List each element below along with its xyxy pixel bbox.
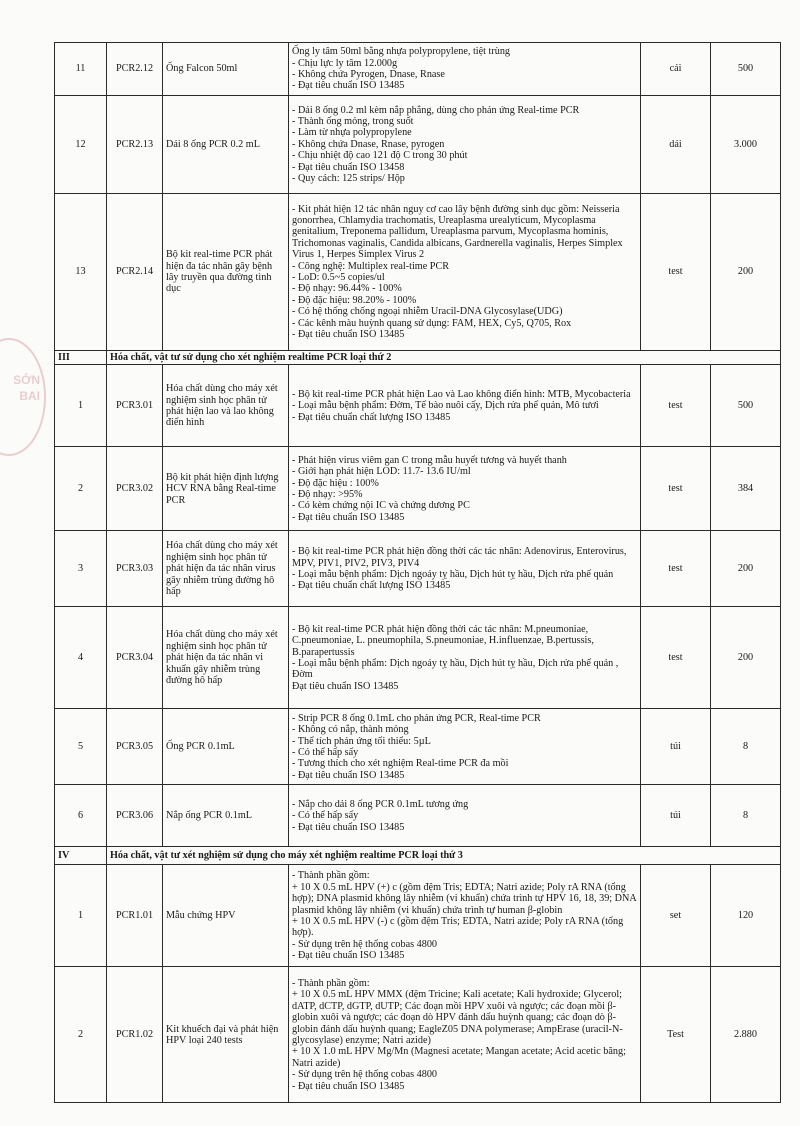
table-row (55, 607, 781, 709)
item-quantity: 200 (711, 607, 781, 709)
spec-line: - LoD: 0.5~5 copies/ul (292, 272, 385, 283)
table-body-part-a (55, 43, 781, 351)
item-name: Ống PCR 0.1mL (163, 709, 289, 785)
spec-line: - Giới hạn phát hiện LOD: 11.7- 13.6 IU/ml (292, 466, 471, 478)
item-name: Nắp ống PCR 0.1mL (163, 785, 289, 847)
row-number: 11 (55, 43, 107, 96)
spec-line: - Chịu nhiệt độ cao 121 độ C trong 30 phút (292, 150, 468, 162)
item-quantity: 500 (711, 365, 781, 447)
table-row (55, 194, 781, 351)
spec-line: - Không chứa Pyrogen, Dnase, Rnase (292, 69, 445, 80)
item-name: Hóa chất dùng cho máy xét nghiệm sinh học phân tử phát hiện đa tác nhân virus gây nhiễm trùng đường hô hấp (163, 531, 289, 607)
row-number: 2 (55, 447, 107, 531)
item-specification (289, 365, 641, 447)
section-title: Hóa chất, vật tư xét nghiệm sử dụng cho máy xét nghiệm realtime PCR loại thứ 3 (107, 847, 781, 865)
spec-line: - Loại mẫu bệnh phẩm: Đờm, Tế bào nuôi cấy, Dịch rửa phế quản, Mô tươi (292, 400, 599, 412)
row-number: 4 (55, 607, 107, 709)
spec-line: - Độ nhạy: 96.44% - 100% (292, 283, 402, 295)
spec-line: - Độ nhạy: >95% (292, 488, 363, 500)
row-number: 3 (55, 531, 107, 607)
spec-line: - Có thể hấp sấy (292, 746, 359, 758)
spec-line: - Độ đặc hiệu : 100% (292, 477, 379, 489)
item-unit: test (641, 447, 711, 531)
spec-line: + 10 X 1.0 mL HPV Mg/Mn (Magnesi acetate; Mangan acetate; Acid acetic băng; Natri azide) (292, 1046, 626, 1069)
spec-line: - Đạt tiêu chuẩn ISO 13485 (292, 80, 405, 92)
stamp-text-line: BAI (19, 389, 40, 403)
item-unit: test (641, 531, 711, 607)
item-unit: set (641, 865, 711, 967)
table-body-part-c (55, 865, 781, 1103)
item-quantity: 2.880 (711, 967, 781, 1103)
spec-line: Ống ly tâm 50ml bằng nhựa polypropylene, tiệt trùng (292, 46, 511, 58)
item-unit: test (641, 365, 711, 447)
item-quantity: 3.000 (711, 96, 781, 194)
item-code: PCR2.13 (107, 96, 163, 194)
item-code: PCR3.05 (107, 709, 163, 785)
spec-line: - Sử dụng trên hệ thống cobas 4800 (292, 1069, 438, 1081)
spec-line: - Strip PCR 8 ống 0.1mL cho phản ứng PCR, Real-time PCR (292, 712, 541, 724)
spec-line: - Dải 8 ống 0.2 ml kèm nắp phẳng, dùng cho phản ứng Real-time PCR (292, 104, 580, 116)
section-iv (55, 847, 781, 865)
spec-line: - Tương thích cho xét nghiệm Real-time PCR đa mồi (292, 758, 509, 770)
spec-line: - Bộ kit real-time PCR phát hiện đồng thời các tác nhân: Adenovirus, Enterovirus, MPV, PIV1, PIV2, PIV3, PIV4 (292, 546, 627, 569)
item-name: Mẫu chứng HPV (163, 865, 289, 967)
item-specification (289, 865, 641, 967)
item-specification (289, 194, 641, 351)
item-specification (289, 709, 641, 785)
spec-line: - Nắp cho dải 8 ống PCR 0.1mL tương ứng (292, 798, 469, 810)
item-name: Ống Falcon 50ml (163, 43, 289, 96)
spec-line: - Đạt tiêu chuẩn ISO 13485 (292, 821, 405, 833)
spec-line: - Không chứa Dnase, Rnase, pyrogen (292, 138, 445, 150)
spec-line: - Đạt tiêu chuẩn ISO 13485 (292, 950, 405, 962)
spec-line: - Các kênh màu huỳnh quang sử dụng: FAM, HEX, Cy5, Q705, Rox (292, 317, 572, 329)
row-number: 6 (55, 785, 107, 847)
spec-line: Đạt tiêu chuẩn ISO 13485 (292, 680, 399, 692)
item-quantity: 500 (711, 43, 781, 96)
row-number: 1 (55, 365, 107, 447)
row-number: 1 (55, 865, 107, 967)
item-code: PCR1.01 (107, 865, 163, 967)
spec-line: - Đạt tiêu chuẩn ISO 13485 (292, 329, 405, 341)
item-quantity: 384 (711, 447, 781, 531)
spec-line: - Phát hiện virus viêm gan C trong mẫu huyết tương và huyết thanh (292, 454, 567, 466)
item-unit: Test (641, 967, 711, 1103)
item-unit: cái (641, 43, 711, 96)
section-number: III (55, 351, 107, 365)
spec-line: - Kit phát hiện 12 tác nhân nguy cơ cao lây bệnh đường sinh dục gồm: Neisseria gonorrhea, Chlamydia trachomatis, Ureaplasma urealyticum, Mycoplasma genitalium, Treponema pallidum, Ureaplasma parvum, Mycoplasma hominis, Trichomonas vaginalis, Candida albicans, Gardnerella vaginalis, Herpes Simplex Virus 1, Herpes Simplex Virus 2 (292, 203, 623, 261)
item-specification (289, 607, 641, 709)
section-number: IV (55, 847, 107, 865)
item-unit: test (641, 607, 711, 709)
item-specification (289, 96, 641, 194)
spec-line: - Có kèm chứng nội IC và chứng dương PC (292, 500, 470, 512)
item-specification (289, 967, 641, 1103)
procurement-table (54, 42, 781, 1103)
table-row (55, 365, 781, 447)
spec-line: - Đạt tiêu chuẩn ISO 13485 (292, 511, 405, 523)
item-specification (289, 43, 641, 96)
item-code: PCR3.01 (107, 365, 163, 447)
table-row (55, 865, 781, 967)
spec-line: - Bộ kit real-time PCR phát hiện đồng thời các tác nhân: M.pneumoniae, C.pneumoniae, L. pneumophila, S.pneumoniae, H.influenzae, B.pertussis, B.parapertussis (292, 623, 594, 658)
row-number: 5 (55, 709, 107, 785)
item-quantity: 8 (711, 785, 781, 847)
section-iii (55, 351, 781, 365)
table-row (55, 785, 781, 847)
item-code: PCR2.14 (107, 194, 163, 351)
item-name: Dải 8 ống PCR 0.2 mL (163, 96, 289, 194)
spec-line: - Độ đặc hiệu: 98.20% - 100% (292, 294, 417, 306)
table-row (55, 447, 781, 531)
table-row (55, 967, 781, 1103)
section-row (55, 351, 781, 365)
spec-line: - Thể tích phản ứng tối thiểu: 5µL (292, 735, 431, 747)
spec-line: - Quy cách: 125 strips/ Hộp (292, 173, 405, 185)
item-unit: túi (641, 709, 711, 785)
item-code: PCR1.02 (107, 967, 163, 1103)
table-row (55, 709, 781, 785)
item-name: Hóa chất dùng cho máy xét nghiệm sinh học phân tử phát hiện lao và lao không điển hình (163, 365, 289, 447)
item-name: Hóa chất dùng cho máy xét nghiệm sinh học phân tử phát hiện đa tác nhân vi khuẩn gây nhiễm trùng đường hô hấp (163, 607, 289, 709)
spec-line: - Đạt tiêu chuẩn ISO 13485 (292, 769, 405, 781)
spec-line: - Đạt tiêu chuẩn chất lượng ISO 13485 (292, 411, 451, 423)
spec-line: + 10 X 0.5 mL HPV (+) c (gồm đệm Tris; EDTA; Natri azide; Poly rA RNA (tổng hợp); DNA plasmid không lây nhiễm (vi khuẩn) chứa trình tự HPV 16, 18, 39; DNA plasmid không lây nhiễm (vi khuẩn) chứa trình tự human β-globin (292, 881, 637, 916)
item-code: PCR2.12 (107, 43, 163, 96)
table-row (55, 43, 781, 96)
item-specification (289, 785, 641, 847)
item-unit: túi (641, 785, 711, 847)
item-code: PCR3.04 (107, 607, 163, 709)
item-specification (289, 447, 641, 531)
spec-line: + 10 X 0.5 mL HPV MMX (đệm Tricine; Kali acetate; Kali hydroxide; Glycerol; dATP, dCTP, dGTP, dUTP; Các đoạn mồi HPV xuôi và ngược; các đoạn mồi β-globin xuôi và ngược; các đoạn dò HPV đánh dấu huỳnh quang; các đoạn dò β-globin đánh dấu huỳnh quang; EagleZ05 DNA polymerase; AmpErase (uracil-N-glycosylase) enzyme; Natri azide) (292, 989, 623, 1046)
spec-line: - Đạt tiêu chuẩn ISO 13485 (292, 1080, 405, 1092)
item-name: Bộ kit real-time PCR phát hiện đa tác nhân gây bệnh lây truyền qua đường tình dục (163, 194, 289, 351)
item-quantity: 8 (711, 709, 781, 785)
row-number: 2 (55, 967, 107, 1103)
item-name: Bộ kit phát hiện định lượng HCV RNA bằng Real-time PCR (163, 447, 289, 531)
item-quantity: 200 (711, 531, 781, 607)
table-body-part-b (55, 365, 781, 847)
spec-line: - Công nghệ: Multiplex real-time PCR (292, 260, 450, 272)
spec-line: - Thành ống mỏng, trong suốt (292, 115, 414, 127)
spec-line: - Thành phần gồm: (292, 977, 370, 989)
section-title: Hóa chất, vật tư sử dụng cho xét nghiệm realtime PCR loại thứ 2 (107, 351, 781, 365)
spec-line: - Đạt tiêu chuẩn chất lượng ISO 13485 (292, 580, 451, 592)
row-number: 12 (55, 96, 107, 194)
spec-line: - Sử dụng trên hệ thống cobas 4800 (292, 938, 438, 950)
faded-stamp (0, 338, 46, 456)
spec-line: - Bộ kit real-time PCR phát hiện Lao và Lao không điển hình: MTB, Mycobacteria (292, 388, 631, 400)
item-code: PCR3.02 (107, 447, 163, 531)
section-row (55, 847, 781, 865)
spec-line: - Chịu lực ly tâm 12.000g (292, 57, 398, 69)
item-unit: test (641, 194, 711, 351)
spec-line: - Đạt tiêu chuẩn ISO 13458 (292, 161, 405, 173)
table-row (55, 96, 781, 194)
spec-line: - Loại mẫu bệnh phẩm: Dịch ngoáy tỵ hầu, Dịch hút tỵ hầu, Dịch rửa phế quản , Đờm (292, 657, 619, 681)
item-specification (289, 531, 641, 607)
spec-line: - Không có nắp, thành mỏng (292, 724, 409, 736)
item-code: PCR3.06 (107, 785, 163, 847)
spec-line: - Có thể hấp sấy (292, 810, 359, 822)
row-number: 13 (55, 194, 107, 351)
spec-line: - Thành phần gồm: (292, 870, 370, 882)
item-quantity: 200 (711, 194, 781, 351)
item-code: PCR3.03 (107, 531, 163, 607)
item-name: Kit khuếch đại và phát hiện HPV loại 240 tests (163, 967, 289, 1103)
item-unit: dải (641, 96, 711, 194)
item-quantity: 120 (711, 865, 781, 967)
spec-line: - Làm từ nhựa polypropylene (292, 127, 412, 139)
spec-line: + 10 X 0.5 mL HPV (-) c (gồm đệm Tris; EDTA, Natri azide; Poly rA RNA (tổng hợp). (292, 915, 624, 939)
table-row (55, 531, 781, 607)
spec-line: - Loại mẫu bệnh phẩm: Dịch ngoáy tỵ hầu, Dịch hút tỵ hầu, Dịch rửa phế quản (292, 568, 614, 580)
spec-line: - Có hệ thống chống ngoại nhiễm Uracil-DNA Glycosylase(UDG) (292, 306, 563, 318)
stamp-text-line: SỞN (13, 373, 40, 387)
